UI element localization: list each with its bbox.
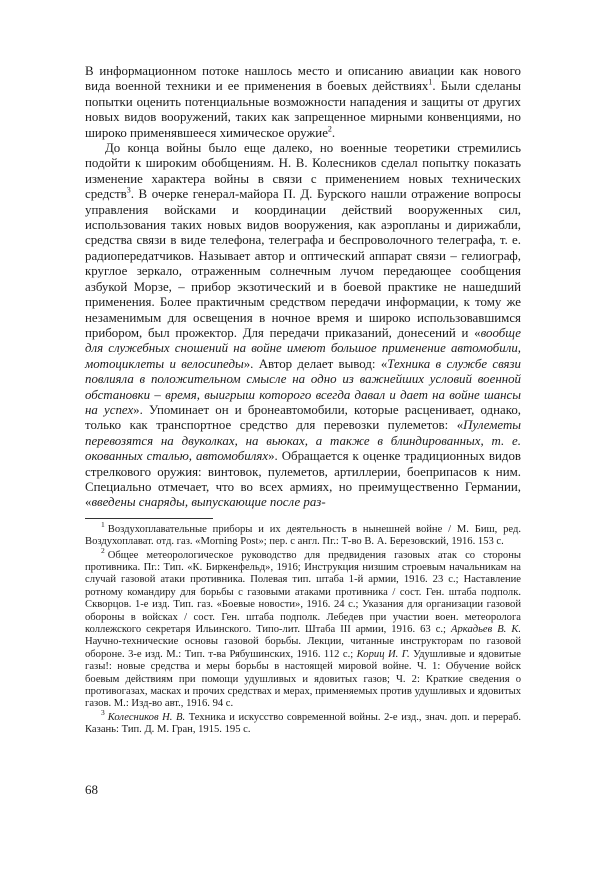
footnote-ref-3[interactable]: 3	[126, 185, 131, 195]
quote-italic: Пулеметы перевозятся на двуколках, на вьюках, а также в блиндированных, т. е. окованных сталью, автомобилях	[85, 418, 521, 464]
footnote-1	[85, 520, 521, 549]
footnote-text: Удушливые и ядовитые газы!: новые средства и меры борьбы в настоящей мировой войне. Ч. 1: Обучение войск боевым действиям при помощи удушливых и ядовитых газов; Ч. 2: Краткие сведения о противогазах, масках и прочих средствах и мерах, применяемых против удушливых и ядовитых газов. М.: Изд-во авт., 1916. 94 с.	[85, 648, 522, 710]
footnote-number: 1	[101, 520, 105, 530]
page-body	[85, 64, 521, 738]
quote-italic: введены снаряды, выпускающие после раз-	[91, 495, 326, 510]
footnote-ref-2[interactable]: 2	[327, 124, 332, 134]
page-number: 68	[85, 782, 98, 797]
paragraph-1	[85, 64, 521, 141]
quote-italic: вообще для служебных сношений на войне имеют большое применение автомобили, мотоциклеты и велосипеды	[85, 325, 521, 371]
quote-italic: Техника в службе связи повлияла в положительном смысле на одно из важнейших условий военной обстановки – время, выигрыш которого всегда давал и дает на войне шансы на успех	[85, 356, 521, 417]
footnote-text: Общее метеорологическое руководство для предвидения газовых атак со стороны противника. Пг.: Тип. «К. Биркенфельд», 1916; Инструкция низшим строевым начальникам на случай газовой атаки противника. Полевая тип. штаба 1-й армии, 1916. 23 с.; Наставление ротному командиру для борьбы с газовыми атаками противника / сост. Ген. штаба подполк. Скворцов. 1-е изд. Тип. газ. «Боевые новости», 1916. 24 с.; Указания для организации газовой обороны в войсках / сост. Ген. штаба подполк. Лебедев при участии воен. метеоролога коллежского секретаря Ильинского. Типо-лит. Штаба III армии, 1916. 63 с.;	[85, 549, 521, 636]
paragraph-2	[85, 141, 521, 511]
text-run: ». Автор делает вывод: «	[243, 356, 388, 371]
author-name: Кориц И. Г.	[356, 648, 410, 660]
text-run: В информационном потоке нашлось место и описанию авиации как нового вида военной техники и ее применения в боевых действиях	[85, 64, 521, 94]
text-run: ». Обращается к оценке традиционных видов стрелкового оружия: винтовок, пулеметов, артиллерии, боеприпасов к ним. Специально отмечает, что во всех армиях, но преимущественно Германии, «	[85, 449, 521, 510]
footnote-3	[85, 708, 522, 737]
footnote-divider	[85, 518, 213, 519]
text-run: .	[331, 125, 336, 140]
footnote-text: Техника и искусство современной войны. 2-е изд., знач. доп. и перераб. Казань: Тип. Д. М. Гран, 1915. 195 с.	[85, 711, 522, 736]
footnote-text: Воздухоплавательные приборы и их деятельность в нынешней войне / М. Биш, ред. Воздухоплават. отд. газ. «Morning Post»; пер. с англ. Пг.: Т-во В. А. Березовский, 1916. 153 с.	[85, 523, 521, 548]
text-run: До конца войны было еще далеко, но военные теоретики стремились подойти к широким обобщениям. Н. В. Колесников сделал попытку показать изменение характера войны в связи с применением новых технических средств	[85, 141, 521, 202]
text-run: ». Упоминает он и бронеавтомобили, которые расценивает, однако, только как транспортное средство для перевозки пулеметов: «	[85, 402, 521, 433]
footnote-2	[85, 546, 522, 711]
author-name: Колесников Н. В.	[107, 711, 186, 723]
text-run: . В очерке генерал-майора П. Д. Бурского нашли отражение вопросы управления войсками и координации действий вооруженных сил, использования таких новых видов вооружения, как аэропланы и дирижабли, средства связи в виде телефона, телеграфа и беспроволочного телеграфа, т. е. радиопередатчиков. Называет автор и оптический аппарат связи – гелиограф, круглое зеркало, отраженным солнечным лучом передающее сообщения азбукой Морзе, – прибор экзотический и в боевой практике не нашедший применения. Более практичным средством передачи информации, к тому же незаменимым для освещения в ночное время и широко использовавшимся прибором, был прожектор. Для передачи приказаний, донесений и «	[85, 187, 521, 340]
footnote-ref-1[interactable]: 1	[428, 78, 433, 88]
text-run: . Были сделаны попытки оценить потенциальные возможности нападения и защиты от других новых видов вооружений, таких как запрещенное мирными конвенциями, но широко применявшееся химическое оружие	[85, 79, 522, 140]
footnote-number: 2	[101, 546, 105, 556]
author-name: Аркадьев В. К.	[450, 624, 522, 636]
footnote-number: 3	[101, 708, 105, 718]
footnote-text: Научно-технические основы газовой борьбы. Лекции, читанные инструкторам по газовой обороне. 3-е изд. М.: Тип. т-ва Рябушинских, 1916. 112 с.;	[85, 636, 521, 660]
